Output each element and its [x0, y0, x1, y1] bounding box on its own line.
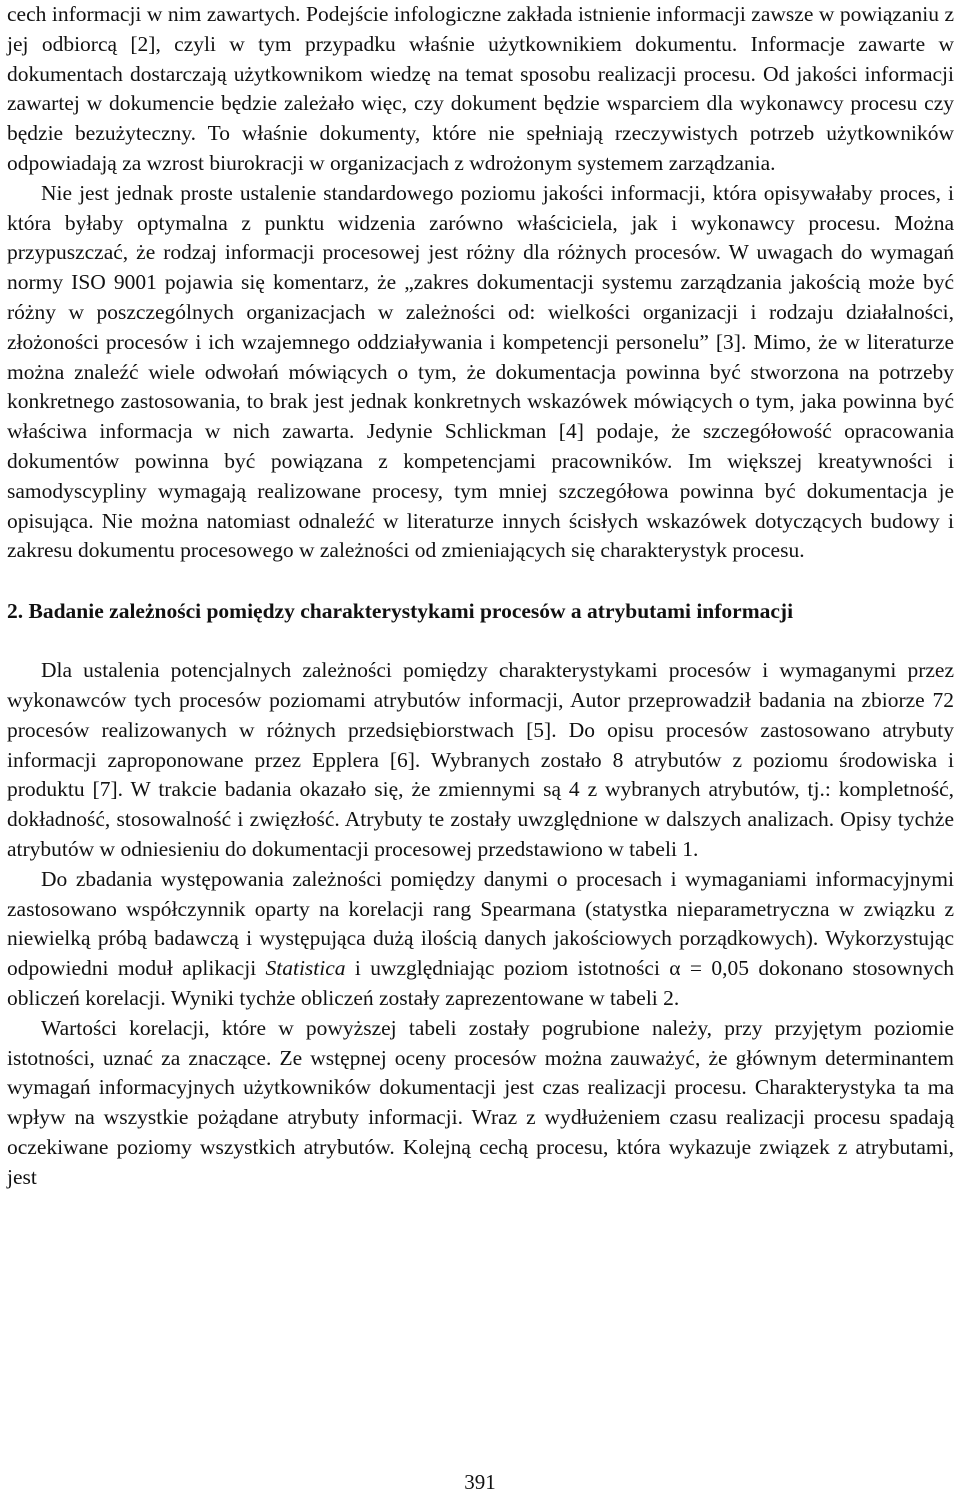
- paragraph-4-text-a: Do zbadania występowania zależności pomiędzy danymi o procesach i wymaganiami informacyjnymi zastosowano współczynnik oparty na korelacji rang Spearmana (statystka nieparametryczna w związku z niewielką próbą badawczą i występująca dużą ilością danych jakościowych porządkowych). Wykorzystując odpowiedni moduł aplikacji: [7, 866, 954, 981]
- paragraph-4-text-b: i uwzględniając poziom istotności α = 0,05 dokonano stosownych obliczeń korelacji. Wyniki tychże obliczeń zostały zaprezentowane w tabeli 2.: [7, 956, 954, 1010]
- software-name: Statistica: [265, 956, 346, 981]
- paragraph-4: [7, 865, 954, 1014]
- paragraph-1: cech informacji w nim zawartych. Podejście infologiczne zakłada istnienie informacji zawsze w powiązaniu z jej odbiorcą [2], czyli w tym przypadku właśnie użytkownikiem dokumentu. Informacje zawarte w dokumentach dostarczają użytkownikom wiedzę na temat sposobu realizacji procesu. Od jakości informacji zawartej w dokumencie będzie zależało więc, czy dokument będzie wsparciem dla wykonawcy procesu czy będzie bezużyteczny. To właśnie dokumenty, które nie spełniają rzeczywistych potrzeb użytkowników odpowiadają za wzrost biurokracji w organizacjach z wdrożonym systemem zarządzania.: [7, 2, 954, 175]
- paragraph-5: Wartości korelacji, które w powyższej tabeli zostały pogrubione należy, przy przyjętym poziomie istotności, uznać za znaczące. Ze wstępnej oceny procesów można zauważyć, że głównym determinantem wymagań informacyjnych użytkowników dokumentacji jest czas realizacji procesu. Charakterystyka ta ma wpływ na wszystkie pożądane atrybuty informacji. Wraz z wydłużeniem czasu realizacji procesu spadają oczekiwane poziomy wszystkich atrybutów. Kolejną cechą procesu, która wykazuje związek z atrybutami, jest: [7, 1015, 954, 1189]
- paragraph-2: Nie jest jednak proste ustalenie standardowego poziomu jakości informacji, która opisywałaby proces, i która byłaby optymalna z punktu widzenia zarówno właściciela, jak i wykonawcy procesu. Można przypuszczać, że rodzaj informacji procesowej jest różny dla różnych procesów. W uwagach do wymagań normy ISO 9001 pojawia się komentarz, że „zakres dokumentacji systemu zarządzania jakością może być różny w poszczególnych organizacjach w zależności od: wielkości organizacji i rodzaju działalności, złożoności procesów i ich wzajemnego oddziaływania i kompetencji personelu” [3]. Mimo, że w literaturze można znaleźć wiele odwołań mówiących o tym, że dokumentacja powinna być stworzona na potrzeby konkretnego zastosowania, to brak jest jednak konkretnych wskazówek mówiących o tym, jaka powinna być właściwa informacja w nich zawarta. Jedynie Schlickman [4] podaje, że szczegółowość opracowania dokumentów powinna być powiązana z kompetencjami pracowników. Im większej kreatywności i samodyscypliny wymagają realizowane procesy, tym mniej szczegółowa powinna być dokumentacja je opisująca. Nie można natomiast odnaleźć w literaturze innych ścisłych wskazówek dotyczących budowy i zakresu dokumentu procesowego w zależności od zmieniających się charakterystyk procesu.: [7, 180, 954, 563]
- paragraph-3: Dla ustalenia potencjalnych zależności pomiędzy charakterystykami procesów i wymaganymi przez wykonawców tych procesów poziomami atrybutów informacji, Autor przeprowadził badania na zbiorze 72 procesów realizowanych w różnych przedsiębiorstwach [5]. Do opisu procesów zastosowano atrybuty informacji zaproponowane przez Epplera [6]. Wybranych zostało 8 atrybutów z poziomu środowiska i produktu [7]. W trakcie badania okazało się, że zmiennymi są 4 z wybranych atrybutów, tj.: kompletność, dokładność, stosowalność i zwięzłość. Atrybuty te zostały uwzględnione w dalszych analizach. Opisy tychże atrybutów w odniesieniu do dokumentacji procesowej przedstawiono w tabeli 1.: [7, 658, 954, 861]
- section-heading: 2. Badanie zależności pomiędzy charakterystykami procesów a atrybutami informacji: [7, 599, 794, 624]
- page-number: 391: [464, 1470, 496, 1494]
